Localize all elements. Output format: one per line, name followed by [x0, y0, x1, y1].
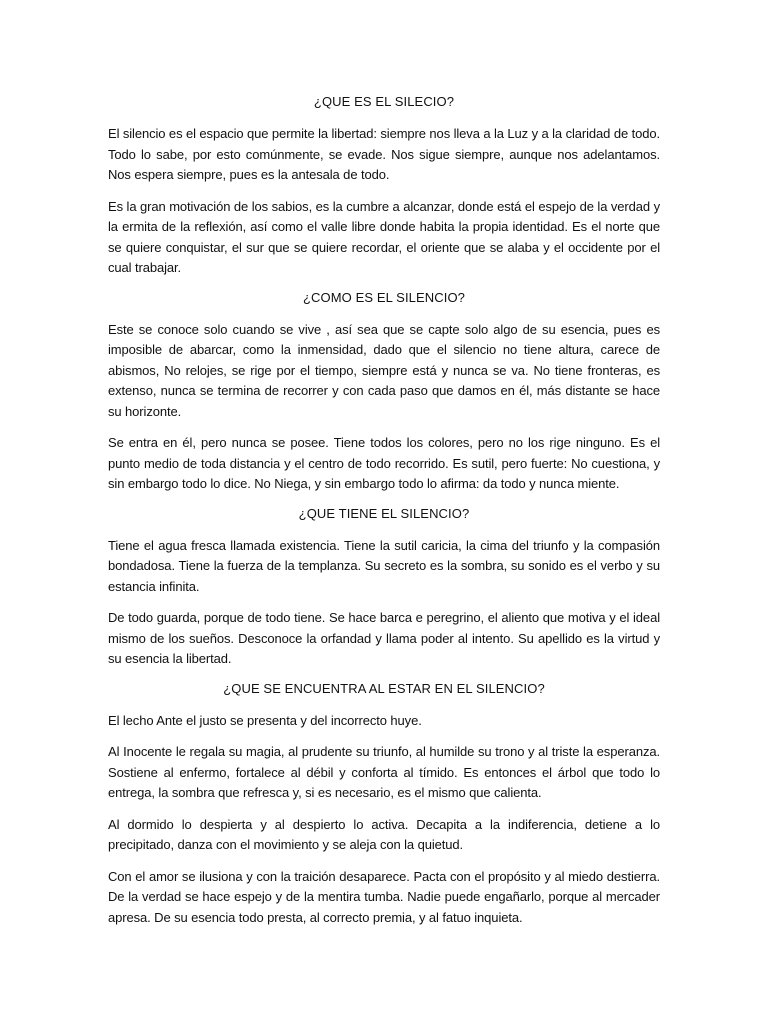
paragraph: El lecho Ante el justo se presenta y del incorrecto huye. — [108, 712, 422, 728]
paragraph: Este se conoce solo cuando se vive , así sea que se capte solo algo de su esencia, pues es imposible de abarcar, como la inmensidad, dado que el silencio no tiene altura, carece de abismos, No relojes, se rige por el tiempo, siempre está y nunca se va. No tiene fronteras, es extenso, nunca se termina de recorrer y con cada paso que damos en él, más distante se hace su horizonte. — [108, 321, 660, 419]
section-heading: ¿QUE ES EL SILECIO? — [313, 94, 455, 109]
paragraph: El silencio es el espacio que permite la libertad: siempre nos lleva a la Luz y a la claridad de todo. Todo lo sabe, por esto comúnmente, se evade. Nos sigue siempre, aunque nos adelantamos. Nos espera siempre, pues es la antesala de todo. — [108, 126, 661, 182]
paragraph: Es la gran motivación de los sabios, es la cumbre a alcanzar, donde está el espejo de la verdad y la ermita de la reflexión, así como el valle libre donde habita la propia identidad. Es el norte que se quiere conquistar, el sur que se quiere recordar, el oriente que se alaba y el occidente por el cual trabajar. — [108, 198, 660, 275]
paragraph: Al Inocente le regala su magia, al prudente su triunfo, al humilde su trono y al triste la esperanza. Sostiene al enfermo, fortalece al débil y conforta al tímido. Es entonces el árbol que todo lo entrega, la sombra que refresca y, si es necesario, es el mismo que calienta. — [108, 744, 660, 800]
paragraph: Tiene el agua fresca llamada existencia. Tiene la sutil caricia, la cima del triunfo y la compasión bondadosa. Tiene la fuerza de la templanza. Su secreto es la sombra, su sonido es el verbo y su estancia infinita. — [108, 537, 660, 594]
section-heading: ¿QUE SE ENCUENTRA AL ESTAR EN EL SILENCIO? — [223, 680, 545, 696]
paragraph: De todo guarda, porque de todo tiene. Se hace barca e peregrino, el aliento que motiva y el ideal mismo de los sueños. Desconoce la orfandad y llama poder al intento. Su apellido es la virtud y su esencia la libertad. — [108, 610, 660, 666]
section-heading: ¿COMO ES EL SILENCIO? — [303, 289, 465, 305]
section-heading: ¿QUE TIENE EL SILENCIO? — [298, 505, 470, 521]
paragraph: Con el amor se ilusiona y con la traición desaparece. Pacta con el propósito y al miedo destierra. De la verdad se hace espejo y de la mentira tumba. Nadie puede engañarlo, porque al mercader apresa. De su esencia todo presta, al correcto premia, y al fatuo inquieta. — [108, 868, 660, 925]
paragraph: Se entra en él, pero nunca se posee. Tiene todos los colores, pero no los rige ninguno. Es el punto medio de toda distancia y el centro de todo recorrido. Es sutil, pero fuerte: No cuestiona, y sin embargo todo lo dice. No Niega, y sin embargo todo lo afirma: da todo y nunca miente. — [108, 435, 660, 491]
paragraph: Al dormido lo despierta y al despierto lo activa. Decapita a la indiferencia, detiene a lo precipitado, danza con el movimiento y se aleja con la quietud. — [108, 816, 660, 852]
